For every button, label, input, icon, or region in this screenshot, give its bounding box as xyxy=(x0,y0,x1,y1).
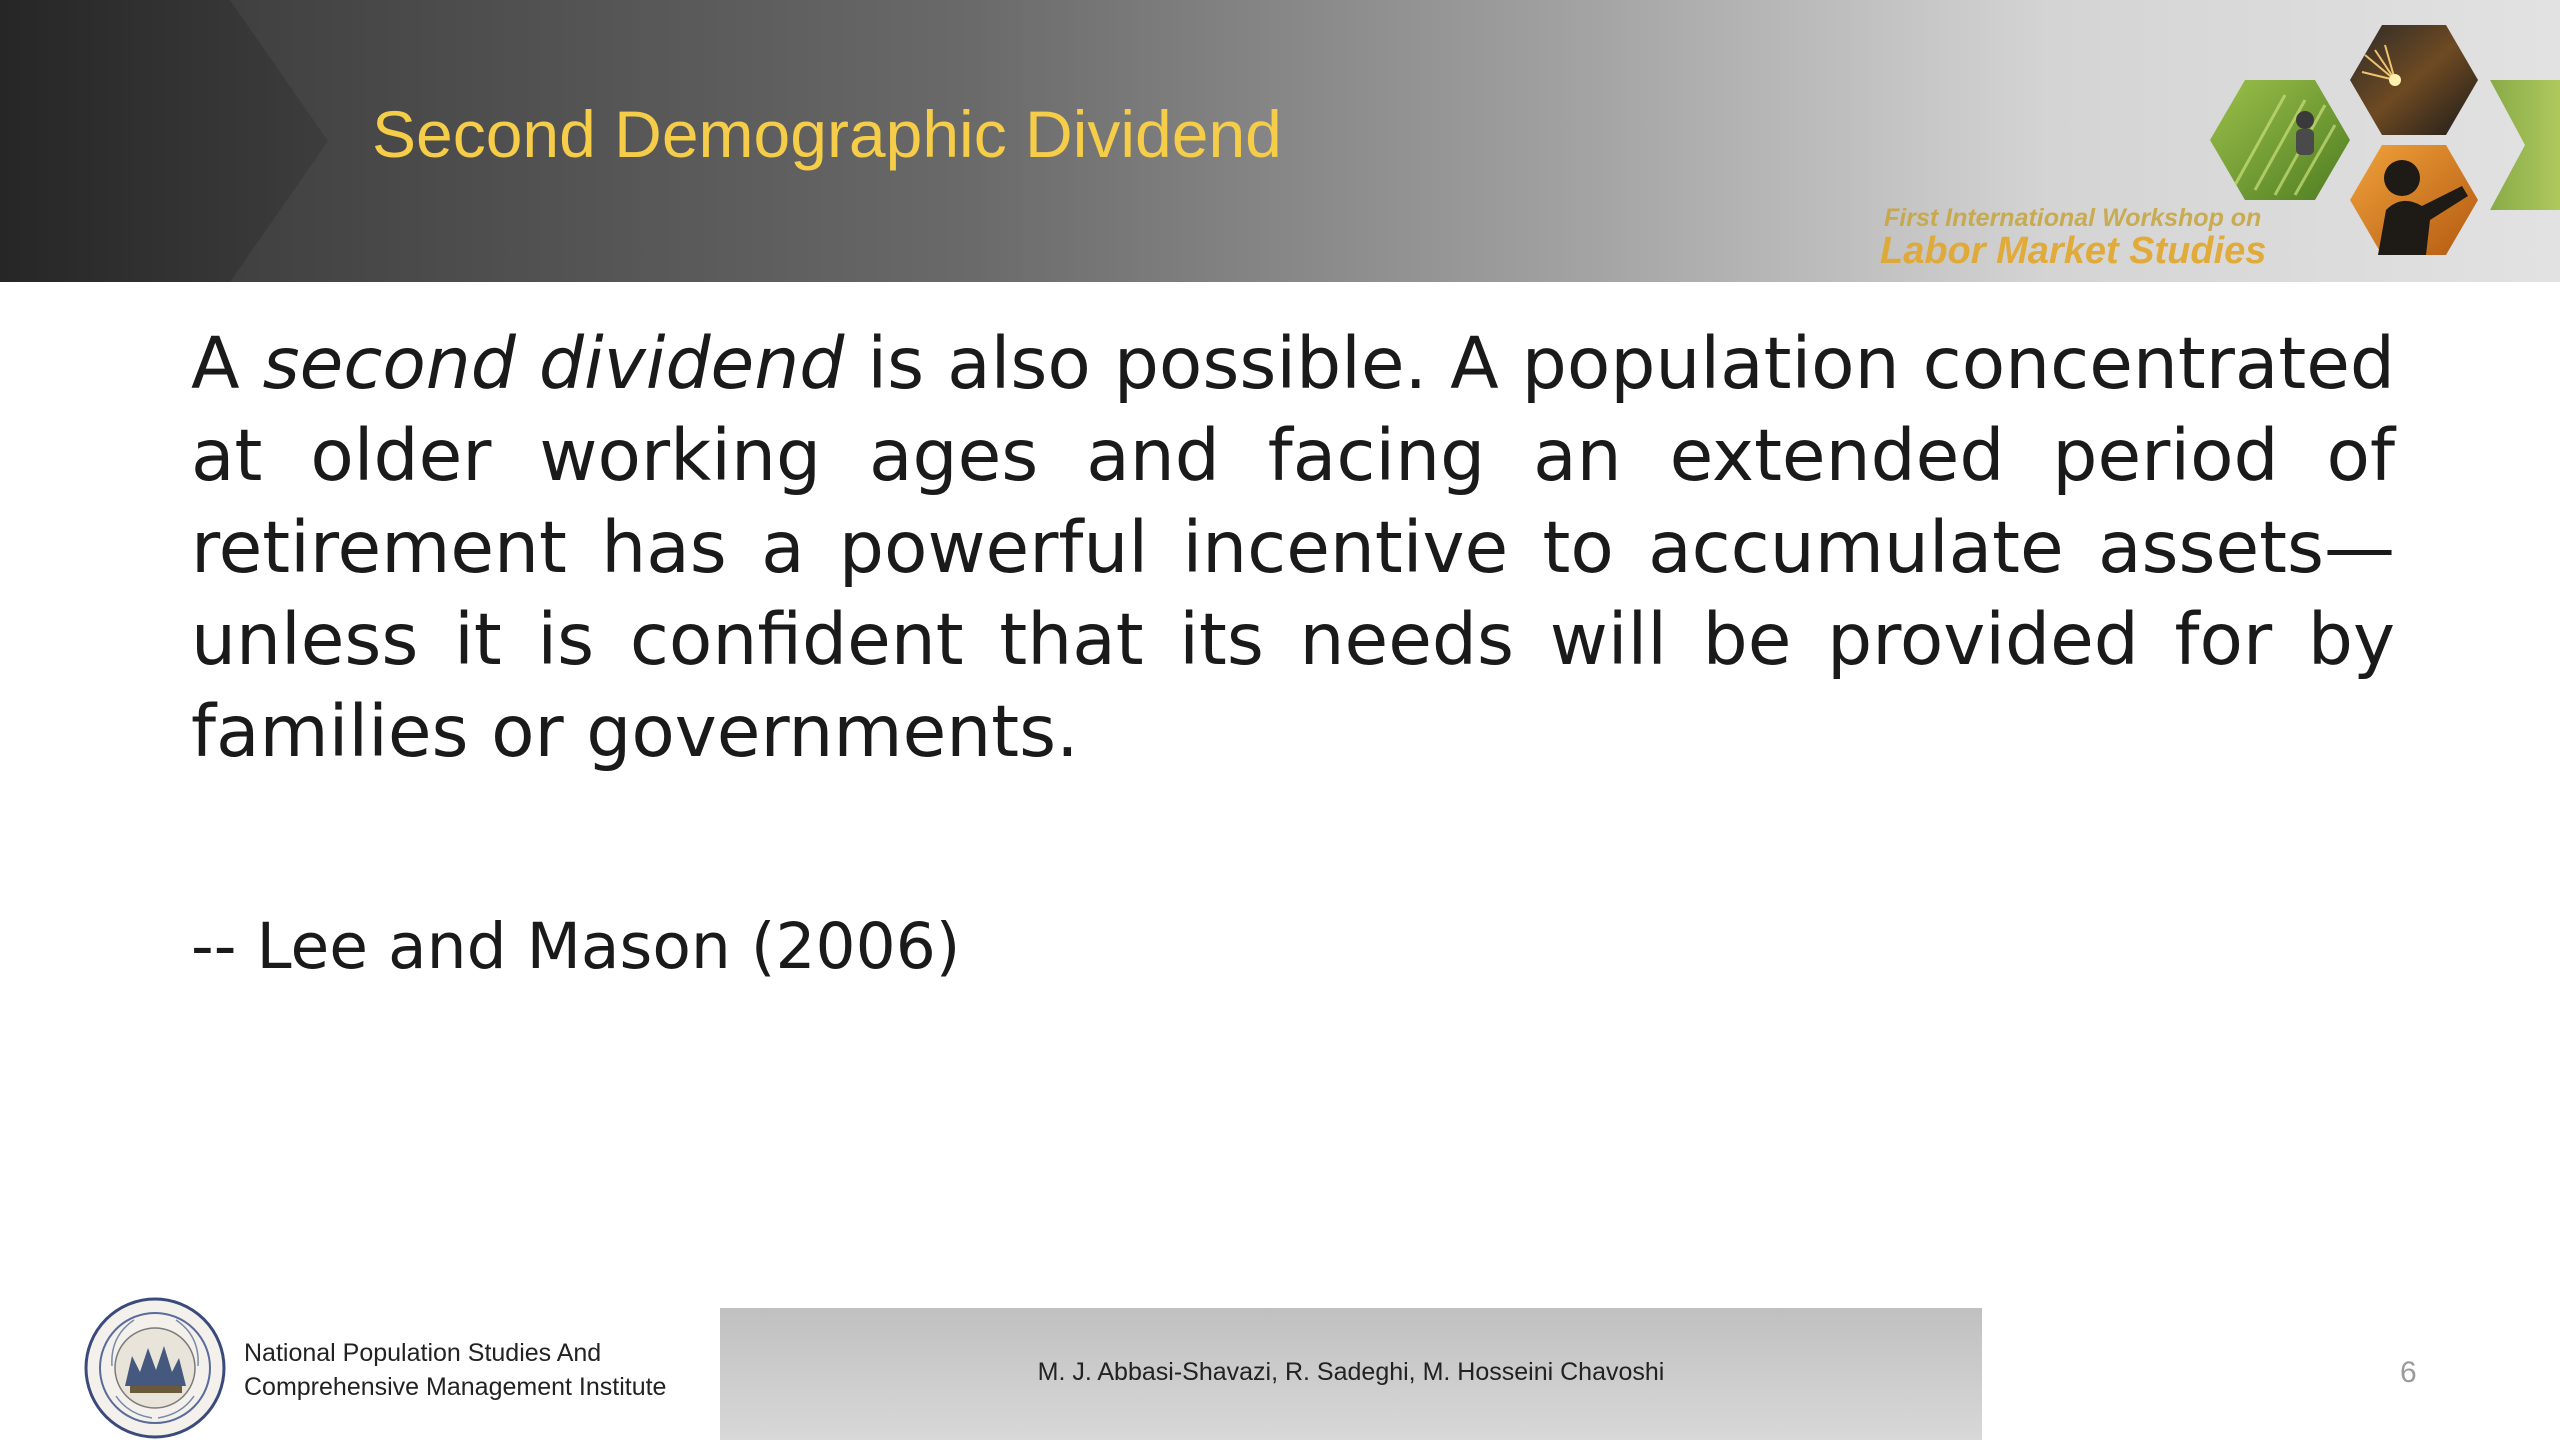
slide-number: 6 xyxy=(2400,1356,2417,1389)
institute-seal-icon xyxy=(82,1296,228,1440)
institute-name xyxy=(244,1336,666,1404)
paragraph-emphasis: second dividend xyxy=(262,322,845,405)
workshop-title: Labor Market Studies xyxy=(1880,230,2267,272)
institute-name-line2: Comprehensive Management Institute xyxy=(244,1373,667,1401)
institute-name-line1: National Population Studies And xyxy=(244,1339,602,1367)
main-paragraph xyxy=(191,318,2395,778)
footer-bar xyxy=(720,1308,1982,1440)
paragraph-body: is also possible. A population concentrated at older working ages and facing an extended period of retirement has a powerful incentive to accumulate assets—unless it is confident that its needs will be provided for by families or governments. xyxy=(191,322,2395,773)
slide-title: Second Demographic Dividend xyxy=(372,97,1282,171)
hexagon-photo-collage-icon xyxy=(2190,10,2560,270)
authors-text: M. J. Abbasi-Shavazi, R. Sadeghi, M. Hosseini Chavoshi xyxy=(1037,1358,1665,1386)
paragraph-lead: A xyxy=(191,322,263,405)
banner-chevron-shape xyxy=(0,0,340,282)
header-banner xyxy=(0,0,2560,282)
workshop-subtitle: First International Workshop on xyxy=(1884,204,2262,232)
citation: -- Lee and Mason (2006) xyxy=(191,910,961,983)
